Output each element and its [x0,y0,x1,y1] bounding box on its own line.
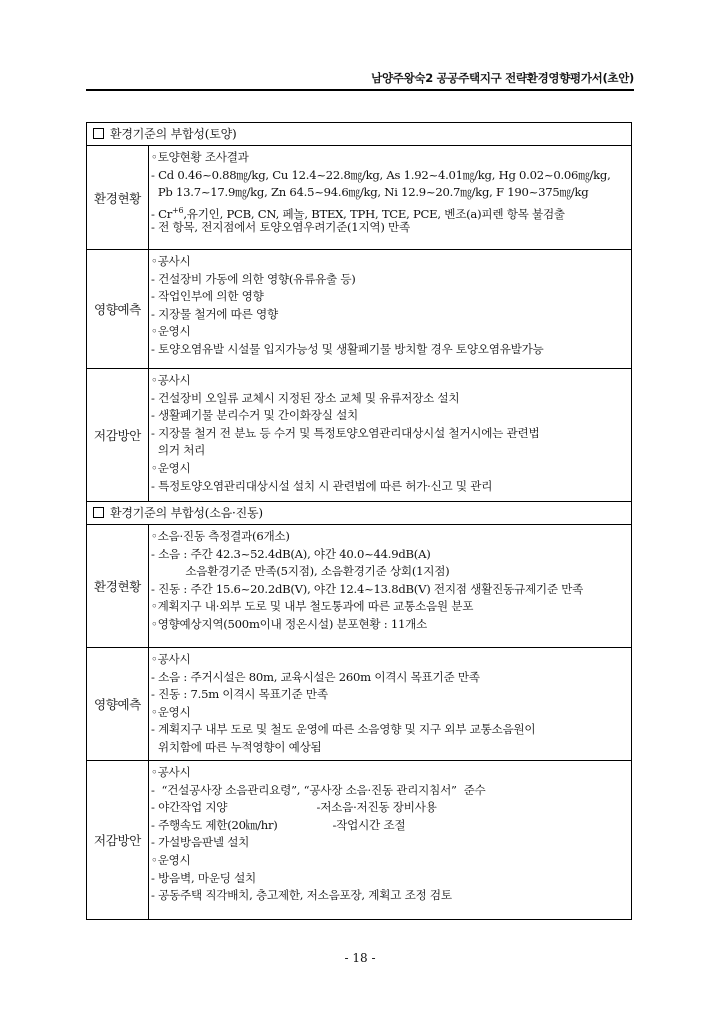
content-line: ◦운영시 [151,460,191,475]
content-line: ◦공사시 [151,765,191,779]
row-label: 영향예측 [87,648,149,760]
row-content [149,250,631,368]
content-line: ◦소음·진동 측정결과(6개소) [151,529,290,543]
row-label: 환경현황 [87,146,149,249]
row-label: 저감방안 [87,369,149,501]
content-line: ◦공사시 [151,254,191,268]
content-line: ◦공사시 [151,373,191,387]
section-title [87,123,631,146]
section-title-text: 환경기준의 부합성(토양) [110,127,237,141]
checkbox-square-icon [93,507,104,518]
content-line: - 진동 : 주간 15.6~20.2dB(V), 야간 12.4~13.8dB(V) 전지점 생활진동규제기준 만족 [151,581,584,596]
table-row [87,369,631,502]
row-content [149,761,631,919]
content-line: - Cd 0.46~0.88㎎/kg, Cu 12.4~22.8㎎/kg, As 1.92~4.01㎎/kg, Hg 0.02~0.06㎎/kg, [151,167,611,182]
content-line: - $Cr^{+6}$,유기인, PCB, CN, 페놀, BTEX, TPH, TCE, PCE, 벤조(a)피렌 항목 불검출 [151,205,565,221]
content-line: - 지장물 철거 전 분뇨 등 수거 및 특정토양오염관리대상시설 철거시에는 관련법 [151,425,540,440]
page-number: - 18 - [344,951,376,965]
content-line: - 특정토양오염관리대상시설 설치 시 관련법에 따른 허가·신고 및 관리 [151,478,493,493]
row-label: 환경현황 [87,525,149,647]
row-content [149,369,631,501]
table-row [87,761,631,919]
content-line: - 소음 : 주간 42.3~52.4dB(A), 야간 40.0~44.9dB(A) [151,546,431,561]
content-line: 소음환경기준 만족(5지점), 소음환경기준 상회(1지점) [151,564,450,579]
page-header-title: 남양주왕숙2 공공주택지구 전략환경영향평가서(초안) [371,71,634,85]
content-line: - 지장물 철거에 따른 영향 [151,306,278,321]
table-row [87,146,631,250]
content-line: ◦계획지구 내·외부 도로 및 내부 철도통과에 따른 교통소음원 분포 [151,599,474,614]
content-line: ◦영향예상지역(500m이내 정온시설) 분포현황 : 11개소 [151,616,428,631]
content-line: - 소음 : 주거시설은 80m, 교육시설은 260m 이격시 목표기준 만족 [151,669,480,684]
content-line: - 야간작업 지양 -저소음·저진동 장비사용 [151,800,437,815]
content-line: - 작업인부에 의한 영향 [151,289,264,304]
content-line: - “건설공사장 소음관리요령”, “공사장 소음·진동 관리지침서” 준수 [151,782,486,797]
section-title-text: 환경기준의 부합성(소음·진동) [110,506,263,520]
content-line: - 방음벽, 마운딩 설치 [151,870,257,885]
content-line: - 가설방음판넬 설치 [151,835,250,850]
content-line: ◦운영시 [151,852,191,867]
content-line: - 계획지구 내부 도로 및 철도 운영에 따른 소음영향 및 지구 외부 교통소음원이 [151,722,536,737]
row-label: 영향예측 [87,250,149,368]
content-line: ◦공사시 [151,652,191,666]
row-label: 저감방안 [87,761,149,919]
content-line: 위치함에 따른 누적영향이 예상됨 [151,739,322,754]
content-line: - 전 항목, 전지점에서 토양오염우려기준(1지역) 만족 [151,220,410,235]
table-row [87,648,631,761]
content-line: ◦운영시 [151,324,191,339]
section-title [87,502,631,525]
content-line: - 건설장비 오일류 교체시 지정된 장소 교체 및 유류저장소 설치 [151,390,460,405]
row-content [149,648,631,760]
content-line: - 주행속도 제한(20㎞/hr) -작업시간 조절 [151,817,406,832]
header-rule [86,89,634,91]
content-line: ◦운영시 [151,704,191,719]
row-content [149,146,631,249]
checkbox-square-icon [93,128,104,139]
content-line: Pb 13.7~17.9㎎/kg, Zn 64.5~94.6㎎/kg, Ni 12.9~20.7㎎/kg, F 190~375㎎/kg [151,185,589,200]
content-line: - 생활폐기물 분리수거 및 간이화장실 설치 [151,408,358,423]
table-row [87,525,631,648]
content-line: ◦토양현황 조사결과 [151,150,249,164]
assessment-table [86,122,632,920]
content-line: - 진동 : 7.5m 이격시 목표기준 만족 [151,687,328,702]
content-line: - 공동주택 직각배치, 층고제한, 저소음포장, 계획고 조정 검토 [151,888,452,903]
content-line: - 건설장비 가동에 의한 영향(유류유출 등) [151,271,356,286]
content-line: - 토양오염유발 시설물 입지가능성 및 생활폐기물 방치할 경우 토양오염유발가능 [151,341,544,356]
row-content [149,525,631,647]
content-line: 의거 처리 [151,443,206,458]
table-row [87,250,631,369]
